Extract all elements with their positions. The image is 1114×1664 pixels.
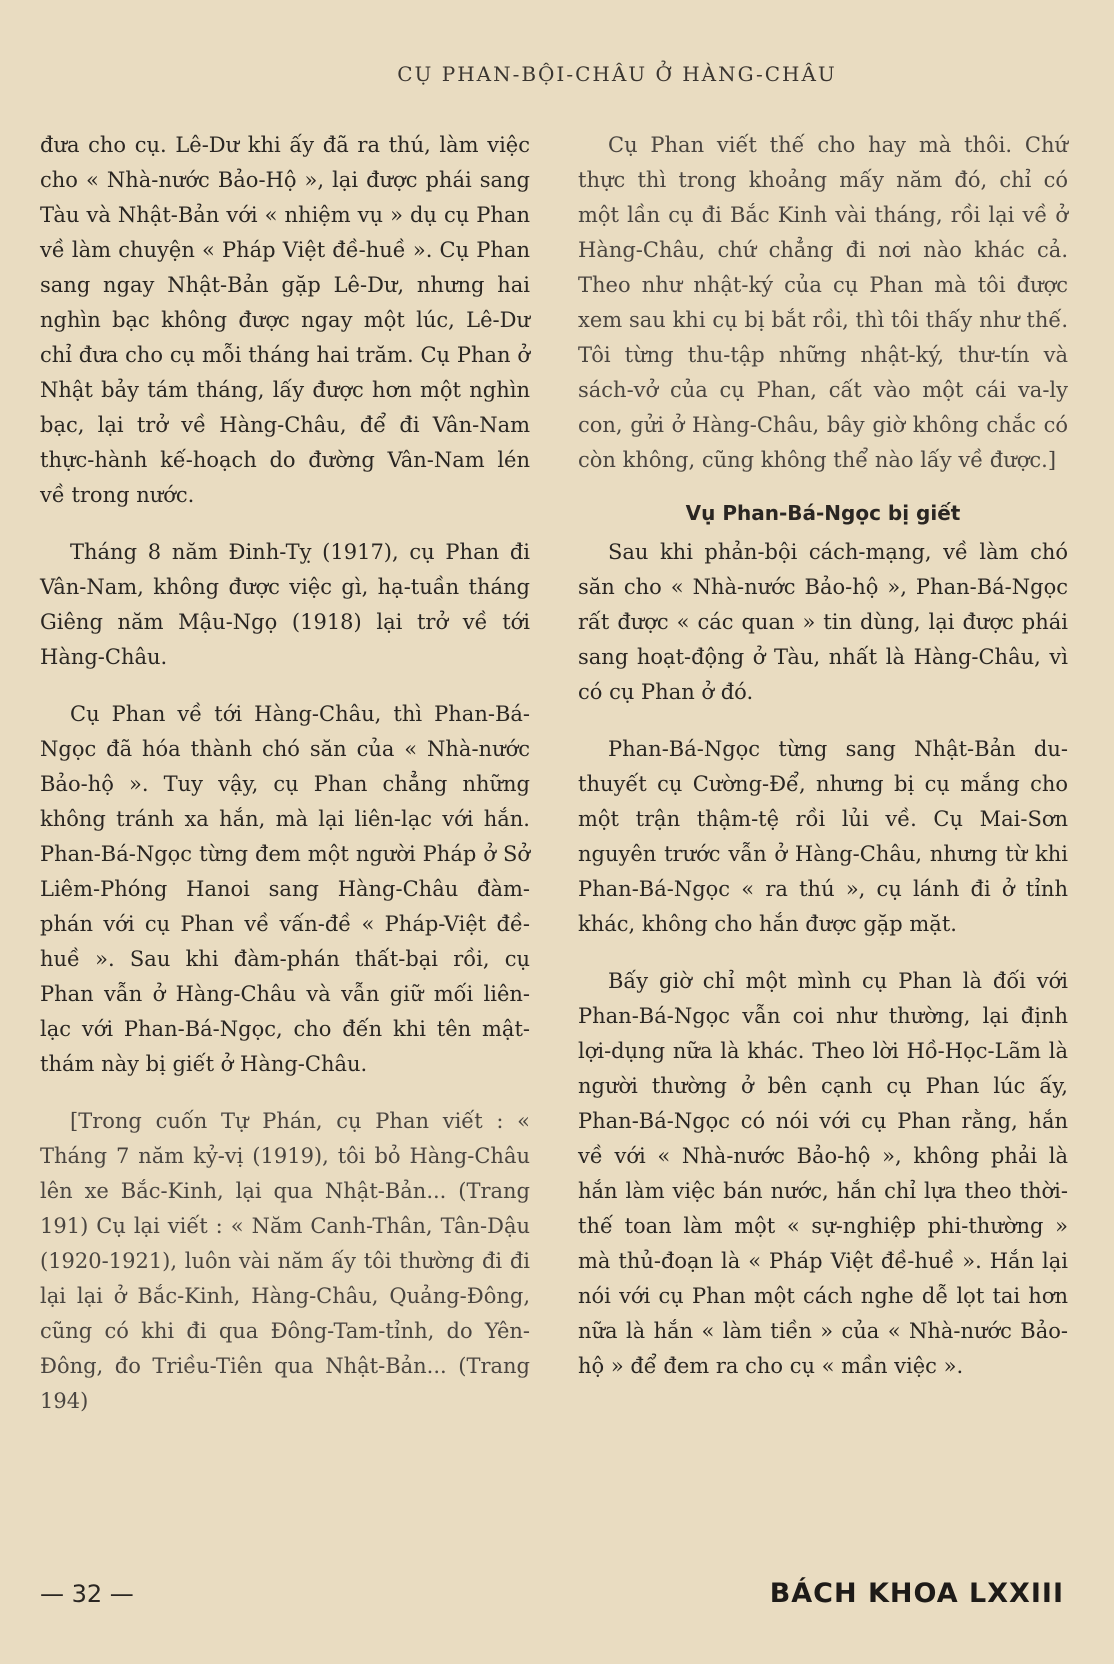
paragraph: Tháng 8 năm Đinh-Tỵ (1917), cụ Phan đi Vân-Nam, không được việc gì, hạ-tuần tháng Giêng năm Mậu-Ngọ (1918) lại trở về tới Hàng-Châu. <box>40 540 530 669</box>
left-column <box>40 128 530 1419</box>
paragraph: Phan-Bá-Ngọc từng sang Nhật-Bản du-thuyết cụ Cường-Để, nhưng bị cụ mắng cho một trận thậm-tệ rồi lủi về. Cụ Mai-Sơn nguyên trước vẫn ở Hàng-Châu, nhưng từ khi Phan-Bá-Ngọc « ra thú », cụ lánh đi ở tỉnh khác, không cho hắn được gặp mặt. <box>578 737 1068 936</box>
paragraph: Bấy giờ chỉ một mình cụ Phan là đối với Phan-Bá-Ngọc vẫn coi như thường, lại định lợi-dụng nữa là khác. Theo lời Hồ-Học-Lãm là người thường ở bên cạnh cụ Phan lúc ấy, Phan-Bá-Ngọc có nói với cụ Phan rằng, hắn về với « Nhà-nước Bảo-hộ », không phải là hắn làm việc bán nước, hắn chỉ lựa theo thời-thế toan làm một « sự-nghiệp phi-thường » mà thủ-đoạn là « Pháp Việt đề-huề ». Hắn lại nói với cụ Phan một cách nghe dễ lọt tai hơn nữa là hắn « làm tiền » của « Nhà-nước Bảo-hộ » để đem ra cho cụ « mần việc ». <box>578 969 1068 1378</box>
paragraph: đưa cho cụ. Lê-Dư khi ấy đã ra thú, làm việc cho « Nhà-nước Bảo-Hộ », lại được phái sang Tàu và Nhật-Bản với « nhiệm vụ » dụ cụ Phan về làm chuyện « Pháp Việt đề-huề ». Cụ Phan sang ngay Nhật-Bản gặp Lê-Dư, nhưng hai nghìn bạc không được ngay một lúc, Lê-Dư chỉ đưa cho cụ mỗi tháng hai trăm. Cụ Phan ở Nhật bảy tám tháng, lấy được hơn một nghìn bạc, lại trở về Hàng-Châu, để đi Vân-Nam thực-hành kế-hoạch do đường Vân-Nam lén về trong nước. <box>40 133 530 507</box>
quote-paragraph: [Trong cuốn Tự Phán, cụ Phan viết : « Tháng 7 năm kỷ-vị (1919), tôi bỏ Hàng-Châu lên xe Bắc-Kinh, lại qua Nhật-Bản... (Trang 191) Cụ lại viết : « Năm Canh-Thân, Tân-Dậu (1920-1921), luôn vài năm ấy tôi thường đi đi lại lại ở Bắc-Kinh, Hàng-Châu, Quảng-Đông, cũng có khi đi qua Đông-Tam-tỉnh, do Yên-Đông, đo Triều-Tiên qua Nhật-Bản... (Trang 194) <box>40 1109 530 1413</box>
right-column <box>578 128 1068 1384</box>
running-title: CỤ PHAN-BỘI-CHÂU Ở HÀNG-CHÂU <box>397 62 837 86</box>
section-title: Vụ Phan-Bá-Ngọc bị giết <box>685 501 961 525</box>
paragraph: Sau khi phản-bội cách-mạng, về làm chó săn cho « Nhà-nước Bảo-hộ », Phan-Bá-Ngọc rất được « các quan » tin dùng, lại được phái sang hoạt-động ở Tàu, nhất là Hàng-Châu, vì có cụ Phan ở đó. <box>578 540 1068 704</box>
page-number: — 32 — <box>40 1580 134 1608</box>
paragraph: Cụ Phan về tới Hàng-Châu, thì Phan-Bá-Ngọc đã hóa thành chó săn của « Nhà-nước Bảo-hộ ». Tuy vậy, cụ Phan chẳng những không tránh xa hắn, mà lại liên-lạc với hắn. Phan-Bá-Ngọc từng đem một người Pháp ở Sở Liêm-Phóng Hanoi sang Hàng-Châu đàm-phán với cụ Phan về vấn-đề « Pháp-Việt đề-huề ». Sau khi đàm-phán thất-bại rồi, cụ Phan vẫn ở Hàng-Châu và vẫn giữ mối liên-lạc với Phan-Bá-Ngọc, cho đến khi tên mật-thám này bị giết ở Hàng-Châu. <box>40 702 530 1076</box>
quote-block <box>578 128 1068 478</box>
quote-block <box>40 1104 530 1419</box>
quote-paragraph: Cụ Phan viết thế cho hay mà thôi. Chứ thực thì trong khoảng mấy năm đó, chỉ có một lần cụ đi Bắc Kinh vài tháng, rồi lại về ở Hàng-Châu, chứ chẳng đi nơi nào khác cả. Theo như nhật-ký của cụ Phan mà tôi được xem sau khi cụ bị bắt rồi, thì tôi thấy như thế. Tôi từng thu-tập những nhật-ký, thư-tín và sách-vở của cụ Phan, cất vào một cái va-ly con, gửi ở Hàng-Châu, bây giờ không chắc có còn không, cũng không thể nào lấy về được.] <box>578 133 1068 472</box>
magazine-name: BÁCH KHOA LXXIII <box>769 1578 1064 1609</box>
running-header <box>0 62 1114 86</box>
